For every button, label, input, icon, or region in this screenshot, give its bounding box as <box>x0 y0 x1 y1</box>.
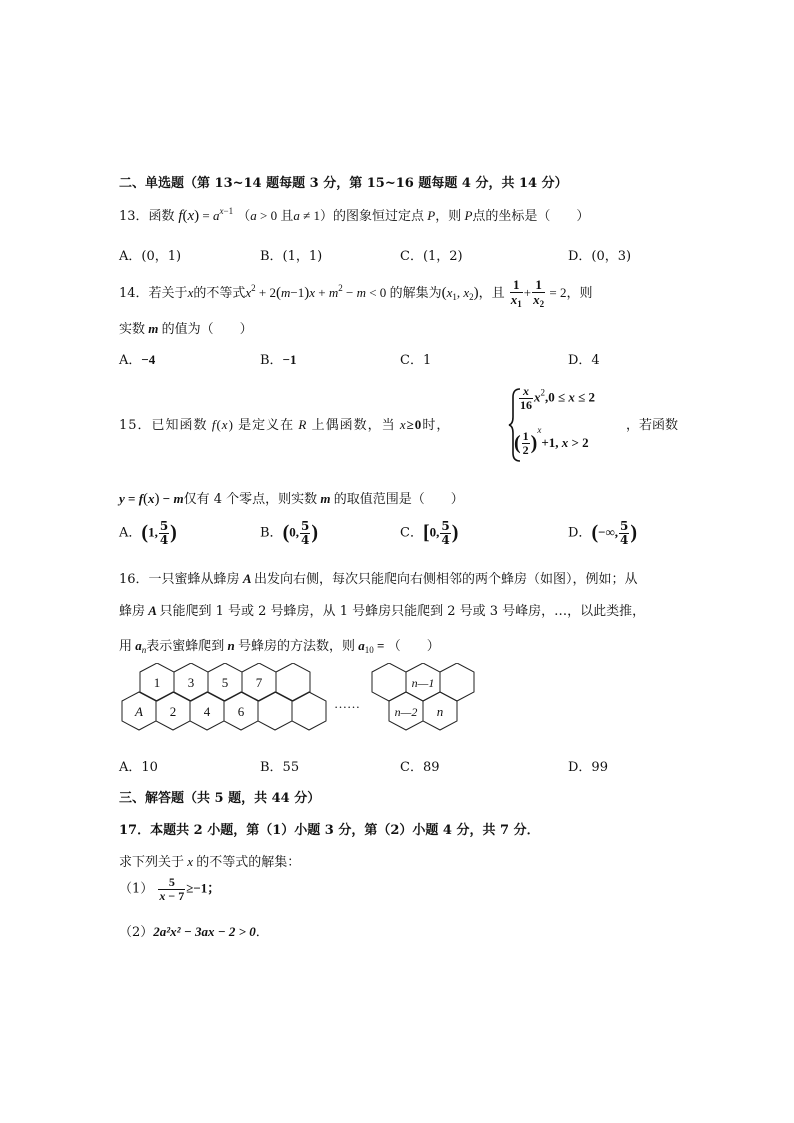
piecewise-function <box>508 385 618 465</box>
honeycomb-figure <box>0 663 794 743</box>
hex-label-6: 6 <box>237 704 245 719</box>
hex-label-5: 5 <box>221 675 229 690</box>
question-16-line3: 用 $a_n$表示蜜蜂爬到 n 号蜂房的方法数，则 $a_{10}$ = （ ） <box>119 638 440 655</box>
q14-option-d[interactable]: D．4 <box>568 353 600 368</box>
question-16-line2: 蜂房 A 只能爬到 1 号或 2 号蜂房，从 1 号蜂房只能爬到 2 号或 3 号峰房，…，以此类推， <box>119 603 646 619</box>
hex-label-n: n <box>436 704 444 719</box>
q16-option-b[interactable]: B．55 <box>260 760 300 775</box>
q16-option-c[interactable]: C．89 <box>400 760 440 775</box>
hex-label-n-minus-2: n—2 <box>394 705 418 719</box>
q14-option-c[interactable]: C．1 <box>400 353 432 368</box>
hex-label-3: 3 <box>187 675 195 690</box>
question-14-line2: 实数 m 的值为（ ） <box>119 321 253 337</box>
q14-option-b[interactable]: B．−1 <box>260 352 297 368</box>
ellipsis: …… <box>334 696 360 711</box>
question-17-head: 17．本题共 2 小题，第（1）小题 3 分，第（2）小题 4 分，共 7 分． <box>119 823 540 838</box>
piece-2: ( $\frac{1}{2}$ )$^x$+1, x > 2 <box>514 425 589 457</box>
question-13: 13．函数 $f(x) = a^{x-1}$ （a > 0 且a ≠ 1）的图象恒过定点 P，则 P点的坐标是（ ） <box>119 206 590 224</box>
section-title-answers: 三、解答题（共 5 题，共 44 分） <box>119 791 321 806</box>
q15-option-b[interactable]: B．(0, $\frac{5}{4}$ ) <box>260 519 319 547</box>
hex-label-2: 2 <box>169 704 177 719</box>
question-15-tail: ，若函数 <box>626 418 679 433</box>
question-14-line1: 14．若关于x的不等式$x^2 + 2(m-1)x + m^2 - m < 0$ 的解集为($x_1$, $x_2$)，且 $\frac{1}{x_1}$ + $\frac{1}{x_2}$ = 2，则 <box>119 277 593 309</box>
q13-option-a[interactable]: A．(0，1) <box>119 249 182 264</box>
hex-cell-n-minus-3 <box>372 663 406 701</box>
q13-option-d[interactable]: D．(0，3) <box>568 249 632 264</box>
q16-option-a[interactable]: A．10 <box>119 760 158 775</box>
hex-cell-10 <box>292 692 326 730</box>
q15-option-c[interactable]: C．[0, $\frac{5}{4}$ ) <box>400 519 459 547</box>
question-17-part1: （1） $\frac{5}{x - 7}$ ≥−1； <box>119 875 221 903</box>
q13-option-c[interactable]: C．(1，2) <box>400 249 463 264</box>
question-15-line1: 15．已知函数 f(x) 是定义在 R 上偶函数，当 x≥0时， <box>119 417 451 433</box>
piece-1: $\frac{x}{16}$ $x^2,0 \le x \le 2$ <box>520 384 596 412</box>
question-17-part2: （2）2a²x² − 3ax − 2 > 0． <box>119 924 269 940</box>
q14-option-a[interactable]: A．−4 <box>119 352 156 368</box>
section-title-single-choice: 二、单选题（第 13~14 题每题 3 分，第 15~16 题每题 4 分，共 14 分） <box>119 176 568 191</box>
hex-label-a: A <box>135 704 143 719</box>
hex-label-n-minus-1: n—1 <box>411 676 435 690</box>
q15-option-a[interactable]: A．(1, $\frac{5}{4}$ ) <box>119 519 177 547</box>
question-16-line1: 16．一只蜜蜂从蜂房 A 出发向右侧，每次只能爬向右侧相邻的两个蜂房（如图），例如；从 <box>119 571 638 587</box>
question-17-intro: 求下列关于 x 的不等式的解集： <box>119 854 301 870</box>
q13-option-b[interactable]: B．(1，1) <box>260 249 323 264</box>
q15-option-d[interactable]: D．(−∞, $\frac{5}{4}$ ) <box>568 519 638 547</box>
hex-cell-n-plus-1 <box>440 663 474 701</box>
hex-label-4: 4 <box>203 704 211 719</box>
hex-label-7: 7 <box>255 675 263 690</box>
q16-option-d[interactable]: D．99 <box>568 760 608 775</box>
hex-label-1: 1 <box>153 675 161 690</box>
question-15-line2: y = f(x) − m仅有 4 个零点，则实数 m 的取值范围是（ ） <box>119 491 464 507</box>
